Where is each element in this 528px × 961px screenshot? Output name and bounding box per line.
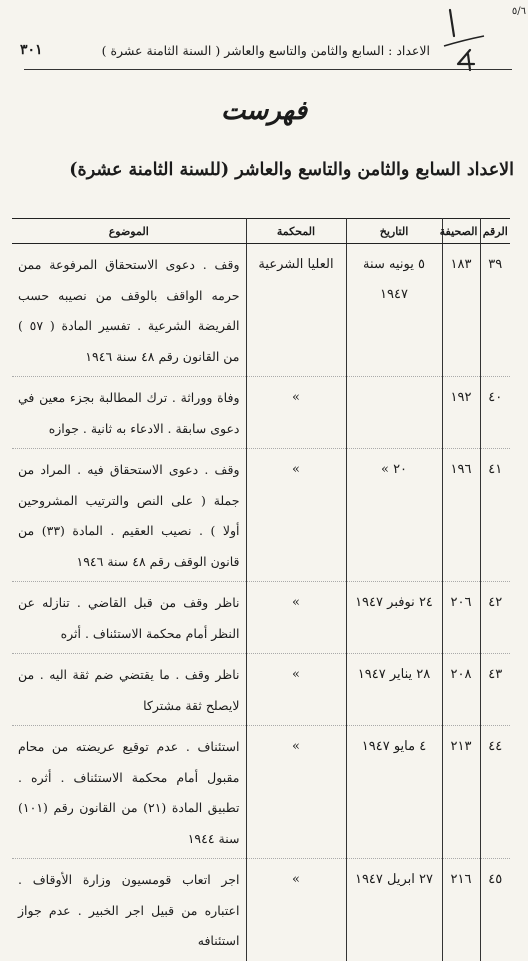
row-page: ٢١٦ bbox=[442, 859, 480, 961]
row-topic: اجر اتعاب قومسيون وزارة الأوقاف . اعتباره من قبيل اجر الخبير . عدم جواز استئنافه bbox=[12, 859, 246, 961]
row-number: ٤١ bbox=[480, 449, 510, 582]
row-date: ٢٤ نوفبر ١٩٤٧ bbox=[346, 582, 442, 654]
row-court: » bbox=[246, 582, 346, 654]
row-page: ١٩٢ bbox=[442, 377, 480, 449]
table-row bbox=[12, 582, 510, 654]
row-number: ٤٣ bbox=[480, 654, 510, 726]
row-date bbox=[346, 377, 442, 449]
row-topic: ناظر وقف من قبل القاضي . تنازله عن النظر أمام محكمة الاستئناف . أثره bbox=[12, 582, 246, 654]
row-topic: استئناف . عدم توقيع عريضته من محام مقبول أمام محكمة الاستئناف . أثره . تطبيق المادة (٢١) من القانون رقم (١٠١) سنة ١٩٤٤ bbox=[12, 726, 246, 859]
handwritten-fraction-mark bbox=[440, 6, 488, 72]
running-head: الاعداد : السابع والثامن والتاسع والعاشر ( السنة الثامنة عشرة ) bbox=[101, 43, 430, 58]
row-topic: وقف . دعوى الاستحقاق فيه . المراد من جملة ( على النص والترتيب المشروحين أولا ) . نصيب العقيم . المادة (٣٣) من قانون الوقف رقم ٤٨ سنة ١٩٤٦ bbox=[12, 449, 246, 582]
row-topic: ناظر وقف . ما يقتضي ضم ثقة اليه . من لايصلح ثقة مشتركا bbox=[12, 654, 246, 726]
page-subtitle: الاعداد السابع والثامن والتاسع والعاشر (للسنة الثامنة عشرة) bbox=[69, 160, 514, 180]
row-date: ٥ يونيه سنة ١٩٤٧ bbox=[346, 244, 442, 377]
row-number: ٤٤ bbox=[480, 726, 510, 859]
header-rule bbox=[24, 69, 512, 70]
column-header-page: الصحيفة bbox=[442, 219, 480, 244]
row-number: ٣٩ bbox=[480, 244, 510, 377]
page-header bbox=[20, 28, 508, 58]
row-number: ٤٢ bbox=[480, 582, 510, 654]
row-date: ٢٠ » bbox=[346, 449, 442, 582]
table-row bbox=[12, 377, 510, 449]
table-row bbox=[12, 726, 510, 859]
row-date: ٢٨ يناير ١٩٤٧ bbox=[346, 654, 442, 726]
column-header-number: الرقم bbox=[480, 219, 510, 244]
row-number: ٤٠ bbox=[480, 377, 510, 449]
table-row bbox=[12, 449, 510, 582]
column-header-court: المحكمة bbox=[246, 219, 346, 244]
corner-mark: ٥/٦ bbox=[511, 6, 526, 17]
row-court: » bbox=[246, 654, 346, 726]
row-number: ٤٥ bbox=[480, 859, 510, 961]
row-page: ١٨٣ bbox=[442, 244, 480, 377]
row-date: ٤ مايو ١٩٤٧ bbox=[346, 726, 442, 859]
table-row bbox=[12, 244, 510, 377]
row-court: » bbox=[246, 377, 346, 449]
table-row bbox=[12, 654, 510, 726]
row-topic: وقف . دعوى الاستحقاق المرفوعة ممن حرمه الواقف بالوقف من نصيبه حسب الفريضة الشرعية . تفسير المادة ( ٥٧ ) من القانون رقم ٤٨ سنة ١٩٤٦ bbox=[18, 257, 240, 364]
row-date: ٢٧ ابريل ١٩٤٧ bbox=[346, 859, 442, 961]
table-header-row bbox=[12, 219, 510, 244]
row-page: ١٩٦ bbox=[442, 449, 480, 582]
row-court: » bbox=[246, 859, 346, 961]
column-header-date: التاريخ bbox=[346, 219, 442, 244]
table-row bbox=[12, 859, 510, 961]
row-court: » bbox=[246, 449, 346, 582]
index-table bbox=[12, 218, 510, 961]
column-header-topic: الموضوع bbox=[12, 219, 246, 244]
row-court: » bbox=[246, 726, 346, 859]
row-page: ٢٠٦ bbox=[442, 582, 480, 654]
row-topic: وفاة ووراثة . ترك المطالبة بجزء معين في دعوى سابقة . الادعاء به ثانية . جوازه bbox=[12, 377, 246, 449]
row-court: العليا الشرعية bbox=[246, 244, 346, 377]
row-page: ٢٠٨ bbox=[442, 654, 480, 726]
row-page: ٢١٣ bbox=[442, 726, 480, 859]
page-title: فهرست bbox=[220, 96, 308, 126]
page-number: ٣٠١ bbox=[20, 42, 43, 58]
